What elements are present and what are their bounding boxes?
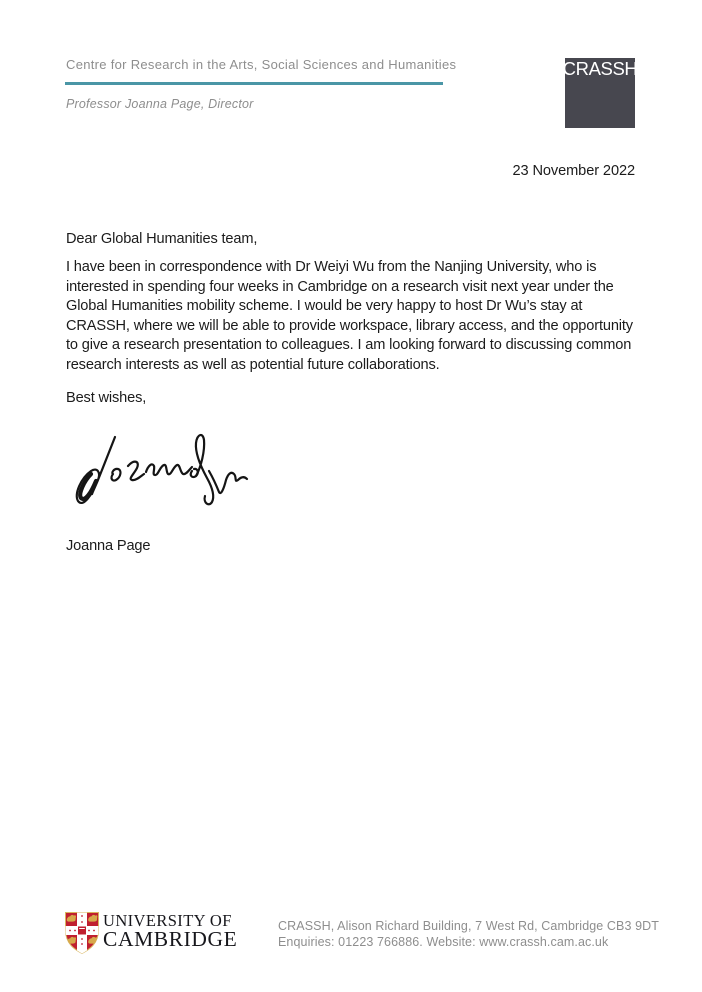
footer-contact-line: Enquiries: 01223 766886. Website: www.crassh.cam.ac.uk [278, 935, 609, 949]
salutation: Dear Global Humanities team, [66, 231, 258, 247]
header-divider-rule [65, 82, 443, 85]
typed-signature-name: Joanna Page [66, 538, 151, 554]
university-wordmark-line1: UNIVERSITY OF [103, 911, 232, 930]
crassh-logo-text: CRASSH [562, 58, 638, 79]
footer-address-line: CRASSH, Alison Richard Building, 7 West Rd, Cambridge CB3 9DT [278, 919, 660, 933]
director-byline: Professor Joanna Page, Director [66, 97, 254, 111]
university-wordmark-line2: CAMBRIDGE [103, 927, 238, 951]
closing-line: Best wishes, [66, 390, 147, 406]
letter-body-paragraph: I have been in correspondence with Dr Weiyi Wu from the Nanjing University, who is interested in spending four weeks in Cambridge on a research visit next year under the Global Humanities mobility scheme. I would be very happy to host Dr Wu’s stay at CRASSH, where we will be able to provide workspace, library access, and the opportunity to give a research presentation to colleagues. I am looking forward to discussing common research interests as well as potential future collaborations. [66, 259, 633, 373]
signature-strokes [68, 423, 252, 519]
letter-date: 23 November 2022 [512, 163, 635, 179]
cambridge-shield-icon [64, 911, 100, 956]
university-wordmark [103, 911, 238, 951]
organisation-name: Centre for Research in the Arts, Social Sciences and Humanities [66, 57, 457, 72]
handwritten-signature [68, 423, 252, 519]
footer-address-block [278, 918, 659, 950]
crassh-logo [562, 58, 638, 128]
